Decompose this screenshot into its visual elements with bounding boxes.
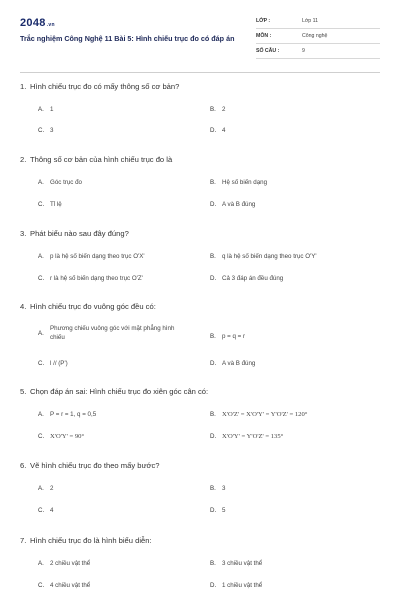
option-a[interactable] bbox=[38, 411, 96, 418]
meta-row-subject bbox=[256, 31, 380, 44]
option-b[interactable] bbox=[210, 253, 317, 260]
question-7 bbox=[20, 535, 380, 595]
option-text: A và B đúng bbox=[222, 201, 256, 208]
option-letter: D. bbox=[210, 582, 217, 589]
question-1 bbox=[20, 81, 380, 141]
option-text: l // (P') bbox=[50, 360, 68, 367]
question-text bbox=[20, 81, 380, 93]
option-text: 4 chiều vật thể bbox=[50, 582, 91, 589]
option-letter: A. bbox=[38, 560, 44, 567]
option-text: X'O'Y' = Y'O'Z' = 135° bbox=[222, 433, 284, 440]
question-text bbox=[20, 535, 380, 547]
meta-row-count bbox=[256, 46, 380, 59]
option-d[interactable] bbox=[210, 507, 225, 514]
option-c[interactable] bbox=[38, 360, 68, 367]
option-text: 5 bbox=[222, 507, 226, 514]
meta-value: Lớp 11 bbox=[302, 18, 318, 24]
option-a[interactable] bbox=[38, 179, 82, 186]
meta-value: Công nghệ bbox=[302, 33, 328, 39]
option-a[interactable] bbox=[38, 106, 53, 113]
option-letter: C. bbox=[38, 201, 45, 208]
option-letter: B. bbox=[210, 485, 216, 492]
meta-key: LỚP : bbox=[256, 18, 271, 24]
option-letter: B. bbox=[210, 106, 216, 113]
option-text: p là hệ số biến dạng theo trục O'X' bbox=[50, 253, 145, 260]
question-number: 4. bbox=[20, 302, 27, 311]
option-letter: B. bbox=[210, 333, 216, 340]
option-b[interactable] bbox=[210, 560, 262, 567]
header-divider bbox=[20, 72, 380, 73]
option-text: 1 bbox=[50, 106, 54, 113]
option-letter: A. bbox=[38, 411, 44, 418]
option-c[interactable] bbox=[38, 507, 53, 514]
option-letter: C. bbox=[38, 582, 45, 589]
question-stem: Vẽ hình chiếu trục đo theo mấy bước? bbox=[30, 461, 160, 470]
meta-row-class bbox=[256, 16, 380, 29]
meta-key: SỐ CÂU : bbox=[256, 48, 280, 54]
option-letter: C. bbox=[38, 127, 45, 134]
option-letter: D. bbox=[210, 360, 217, 367]
header bbox=[20, 14, 380, 66]
option-text: X'O'Y' = 90° bbox=[50, 433, 85, 440]
question-number: 7. bbox=[20, 536, 27, 545]
option-d[interactable] bbox=[210, 360, 255, 367]
option-letter: A. bbox=[38, 179, 44, 186]
question-stem: Phát biểu nào sau đây đúng? bbox=[30, 229, 129, 238]
question-text bbox=[20, 460, 380, 472]
question-stem: Hình chiếu trục đo có mấy thông số cơ bản? bbox=[30, 82, 180, 91]
question-3 bbox=[20, 228, 380, 288]
question-text bbox=[20, 154, 380, 166]
option-letter: B. bbox=[210, 560, 216, 567]
option-d[interactable] bbox=[210, 127, 225, 134]
option-b[interactable] bbox=[210, 179, 267, 186]
option-c[interactable] bbox=[38, 127, 53, 134]
option-text: 3 bbox=[222, 485, 226, 492]
question-number: 1. bbox=[20, 82, 27, 91]
logo-text: 2048 bbox=[20, 17, 46, 29]
question-6 bbox=[20, 460, 380, 520]
option-text: 1 chiều vật thể bbox=[222, 582, 263, 589]
option-c[interactable] bbox=[38, 201, 62, 208]
meta-key: MÔN : bbox=[256, 33, 272, 39]
meta-value: 9 bbox=[302, 48, 305, 54]
question-number: 6. bbox=[20, 461, 27, 470]
question-number: 3. bbox=[20, 229, 27, 238]
question-text bbox=[20, 301, 380, 313]
option-text: 3 bbox=[50, 127, 54, 134]
option-letter: A. bbox=[38, 253, 44, 260]
option-c[interactable] bbox=[38, 433, 84, 440]
option-text: Góc trục đo bbox=[50, 179, 82, 186]
option-letter: A. bbox=[38, 106, 44, 113]
option-letter: C. bbox=[38, 360, 45, 367]
option-letter: D. bbox=[210, 275, 217, 282]
option-letter: B. bbox=[210, 411, 216, 418]
option-letter: A. bbox=[38, 485, 44, 492]
option-text: A và B đúng bbox=[222, 360, 256, 367]
option-letter: B. bbox=[210, 179, 216, 186]
question-4 bbox=[20, 301, 380, 373]
option-letter: C. bbox=[38, 433, 45, 440]
option-letter: D. bbox=[210, 127, 217, 134]
option-b[interactable] bbox=[210, 411, 307, 418]
option-b[interactable] bbox=[210, 485, 225, 492]
option-text: q là hệ số biến dạng theo trục O'Y' bbox=[222, 253, 317, 260]
logo-suffix: .vn bbox=[46, 22, 55, 28]
option-text: Cả 3 đáp án đều đúng bbox=[222, 275, 284, 282]
option-text: 3 chiều vật thể bbox=[222, 560, 263, 567]
option-a[interactable] bbox=[38, 485, 53, 492]
question-5 bbox=[20, 386, 380, 448]
site-logo[interactable] bbox=[20, 17, 55, 29]
option-a[interactable] bbox=[38, 560, 90, 567]
option-letter: D. bbox=[210, 507, 217, 514]
option-letter: D. bbox=[210, 433, 217, 440]
option-a[interactable] bbox=[38, 253, 145, 260]
question-number: 5. bbox=[20, 387, 27, 396]
question-stem: Hình chiếu trục đo là hình biểu diễn: bbox=[30, 536, 152, 545]
option-text: Hệ số biến dạng bbox=[222, 179, 268, 186]
option-b[interactable] bbox=[210, 333, 245, 340]
option-letter: B. bbox=[210, 253, 216, 260]
option-letter: A. bbox=[38, 330, 44, 337]
question-stem: Hình chiếu trục đo vuông góc đều có: bbox=[30, 302, 156, 311]
meta-panel bbox=[256, 16, 380, 61]
question-number: 2. bbox=[20, 155, 27, 164]
option-text: p = q = r bbox=[222, 333, 246, 340]
option-text: 2 bbox=[50, 485, 54, 492]
option-c[interactable] bbox=[38, 275, 143, 282]
option-d[interactable] bbox=[210, 582, 262, 589]
question-text bbox=[20, 386, 380, 398]
question-2 bbox=[20, 154, 380, 214]
option-letter: C. bbox=[38, 275, 45, 282]
question-text bbox=[20, 228, 380, 240]
question-stem: Thông số cơ bản của hình chiếu trục đo là bbox=[30, 155, 173, 164]
option-text: r là hệ số biến dạng theo trục O'Z' bbox=[50, 275, 143, 282]
option-text: 4 bbox=[222, 127, 226, 134]
option-text: 2 chiều vật thể bbox=[50, 560, 91, 567]
page-title: Trắc nghiệm Công Nghệ 11 Bài 5: Hình chiếu trục đo có đáp án bbox=[20, 34, 235, 43]
option-d[interactable] bbox=[210, 275, 283, 282]
option-letter: C. bbox=[38, 507, 45, 514]
option-d[interactable] bbox=[210, 433, 283, 440]
option-letter: D. bbox=[210, 201, 217, 208]
option-b[interactable] bbox=[210, 106, 225, 113]
option-text: Phương chiếu vuông góc với mặt phẳng hình chiếu bbox=[50, 325, 175, 341]
option-text: P = r = 1, q = 0,5 bbox=[50, 411, 97, 418]
option-text: X'O'Z' = X'O'Y' = Y'O'Z' = 120° bbox=[222, 411, 308, 418]
question-stem: Chọn đáp án sai: Hình chiếu trục đo xiên góc cân có: bbox=[30, 387, 209, 396]
option-text: 2 bbox=[222, 106, 226, 113]
option-c[interactable] bbox=[38, 582, 90, 589]
option-a[interactable] bbox=[38, 325, 178, 342]
option-d[interactable] bbox=[210, 201, 255, 208]
option-text: Tỉ lệ bbox=[50, 201, 62, 208]
option-text: 4 bbox=[50, 507, 54, 514]
